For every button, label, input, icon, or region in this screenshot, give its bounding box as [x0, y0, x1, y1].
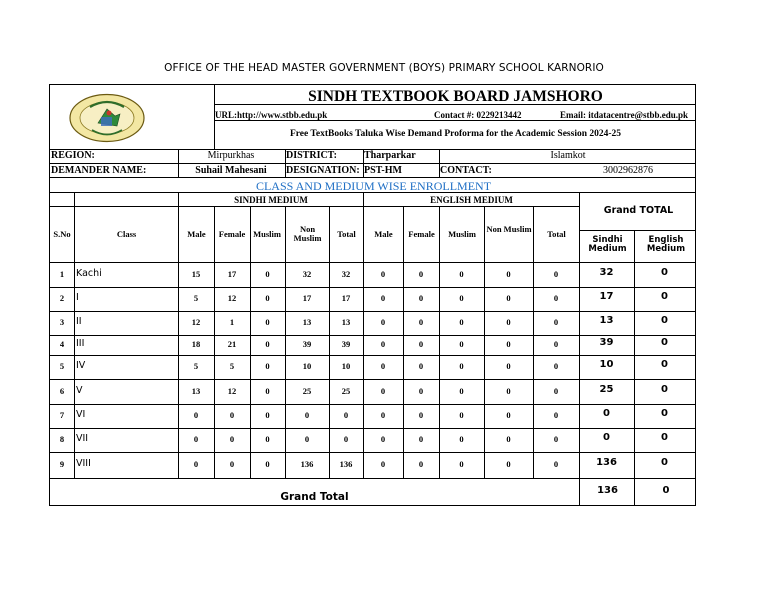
- row-sindhi-value: 21: [227, 339, 237, 349]
- row-sno: 2: [59, 293, 65, 303]
- designation-label: DESIGNATION:: [286, 165, 360, 176]
- region-label: REGION:: [51, 150, 95, 161]
- row-class: III: [76, 338, 85, 349]
- row-sindhi-value: 13: [341, 317, 351, 327]
- row-grand-sindhi: 136: [596, 457, 617, 468]
- row-class: VIII: [76, 458, 91, 469]
- grid-line: [50, 149, 695, 150]
- row-english-value: 0: [380, 410, 386, 420]
- row-grand-sindhi: 0: [603, 408, 610, 419]
- row-english-value: 0: [418, 385, 424, 396]
- row-grand-sindhi: 17: [599, 291, 614, 302]
- row-grand-sindhi: 25: [599, 383, 614, 395]
- proforma-title: Free TextBooks Taluka Wise Demand Proforma for the Academic Session 2024-25: [289, 129, 622, 139]
- row-sno: 7: [59, 410, 65, 420]
- row-sindhi-value: 32: [302, 268, 312, 279]
- row-sindhi-value: 0: [229, 459, 235, 469]
- row-sindhi-value: 5: [229, 361, 235, 371]
- board-email-link[interactable]: Email: itdatacentre@stbb.edu.pk: [560, 110, 688, 120]
- district-value: Tharparkar: [364, 150, 416, 161]
- row-english-value: 0: [459, 293, 464, 303]
- grid-line: [50, 177, 695, 178]
- section-title: CLASS AND MEDIUM WISE ENROLLMENT: [255, 179, 492, 193]
- row-grand-english: 0: [661, 432, 668, 443]
- row-sindhi-value: 10: [341, 361, 351, 371]
- row-sindhi-value: 0: [265, 434, 270, 444]
- board-title: SINDH TEXTBOOK BOARD JAMSHORO: [308, 88, 603, 105]
- row-english-value: 0: [553, 385, 559, 396]
- row-sno: 6: [59, 385, 65, 396]
- row-sindhi-value: 32: [341, 268, 351, 279]
- col-em-female: Female: [408, 229, 435, 239]
- row-sindhi-value: 0: [265, 410, 270, 420]
- row-sindhi-value: 0: [343, 434, 349, 444]
- row-sindhi-value: 0: [193, 459, 199, 469]
- col-sm-female: Female: [218, 229, 246, 239]
- row-sindhi-value: 0: [193, 434, 199, 444]
- row-sindhi-value: 12: [227, 385, 237, 396]
- row-class: V: [76, 384, 83, 396]
- row-grand-english: 0: [661, 266, 668, 278]
- grid-line: [214, 104, 695, 105]
- row-sno: 3: [59, 317, 65, 327]
- row-english-value: 0: [380, 361, 386, 371]
- grid-line: [50, 206, 579, 207]
- row-sindhi-value: 12: [227, 293, 237, 303]
- col-em-total: Total: [547, 229, 566, 239]
- row-english-value: 0: [380, 339, 386, 349]
- grid-line: [50, 311, 695, 312]
- demander-value: Suhail Mahesani: [195, 165, 267, 176]
- col-sno: S.No: [53, 229, 71, 239]
- demander-label: DEMANDER NAME:: [51, 165, 147, 176]
- row-class: VII: [76, 433, 89, 444]
- grid-line: [50, 428, 695, 429]
- grid-line: [50, 379, 695, 380]
- col-em-muslim: Muslim: [448, 229, 476, 239]
- row-english-value: 0: [380, 268, 386, 279]
- row-english-value: 0: [418, 317, 424, 327]
- row-sindhi-value: 25: [341, 385, 351, 396]
- row-english-value: 0: [506, 459, 511, 469]
- row-english-value: 0: [459, 339, 464, 349]
- grid-line: [50, 163, 695, 164]
- grid-line: [178, 149, 179, 177]
- grand-total-label: Grand Total: [280, 491, 349, 503]
- row-sindhi-value: 0: [265, 293, 270, 303]
- row-grand-english: 0: [661, 383, 668, 395]
- row-sno: 4: [59, 339, 65, 349]
- grid-line: [579, 478, 580, 505]
- row-english-value: 0: [380, 434, 386, 444]
- row-class: I: [76, 292, 79, 303]
- grid-line: [50, 355, 695, 356]
- row-sindhi-value: 0: [304, 410, 310, 420]
- row-english-value: 0: [459, 410, 464, 420]
- sindhi-medium-header: SINDHI MEDIUM: [234, 195, 308, 205]
- row-english-value: 0: [418, 293, 424, 303]
- col-grand-sindhi: Sindhi Medium: [588, 235, 627, 254]
- grand-total-english: 0: [662, 485, 670, 496]
- row-sindhi-value: 136: [339, 459, 353, 469]
- office-heading: OFFICE OF THE HEAD MASTER GOVERNMENT (BOYS) PRIMARY SCHOOL KARNORIO: [164, 62, 604, 74]
- grid-line: [50, 192, 695, 193]
- english-medium-header: ENGLISH MEDIUM: [430, 195, 513, 205]
- row-sno: 8: [59, 434, 65, 444]
- row-english-value: 0: [418, 434, 424, 444]
- row-grand-sindhi: 0: [603, 432, 610, 443]
- board-url-link[interactable]: URL:http://www.stbb.edu.pk: [215, 110, 328, 120]
- row-class: Kachi: [76, 267, 102, 279]
- row-grand-english: 0: [661, 457, 668, 468]
- row-english-value: 0: [418, 339, 424, 349]
- row-english-value: 0: [553, 339, 559, 349]
- grid-line: [50, 452, 695, 453]
- row-sindhi-value: 17: [341, 293, 351, 303]
- row-english-value: 0: [553, 361, 559, 371]
- taluka-value: Islamkot: [550, 150, 586, 161]
- row-sindhi-value: 0: [265, 268, 270, 279]
- col-em-non-muslim: Non Muslim: [486, 224, 532, 234]
- row-english-value: 0: [418, 361, 424, 371]
- row-english-value: 0: [459, 361, 464, 371]
- grid-line: [50, 404, 695, 405]
- row-sindhi-value: 17: [227, 268, 237, 279]
- contact-value: 3002962876: [603, 165, 653, 176]
- row-sindhi-value: 0: [265, 361, 270, 371]
- row-class: VI: [76, 409, 86, 420]
- grid-line: [439, 149, 440, 177]
- row-english-value: 0: [380, 317, 386, 327]
- grid-line: [50, 335, 695, 336]
- row-english-value: 0: [459, 268, 464, 279]
- row-sindhi-value: 5: [193, 361, 199, 371]
- grid-line: [579, 230, 695, 231]
- grid-line: [214, 85, 215, 149]
- row-english-value: 0: [459, 459, 464, 469]
- col-sm-male: Male: [187, 229, 206, 239]
- row-english-value: 0: [553, 268, 559, 279]
- row-sindhi-value: 10: [302, 361, 312, 371]
- row-grand-sindhi: 32: [599, 266, 614, 278]
- grid-line: [50, 262, 695, 263]
- region-value: Mirpurkhas: [207, 150, 255, 161]
- row-english-value: 0: [418, 410, 424, 420]
- row-grand-sindhi: 39: [599, 337, 614, 348]
- row-english-value: 0: [506, 385, 511, 396]
- row-grand-english: 0: [661, 315, 668, 326]
- district-label: DISTRICT:: [286, 150, 337, 161]
- board-contact: Contact #: 0229213442: [434, 110, 522, 120]
- row-grand-english: 0: [661, 359, 668, 370]
- row-english-value: 0: [380, 459, 386, 469]
- row-sindhi-value: 13: [302, 317, 312, 327]
- row-english-value: 0: [553, 434, 559, 444]
- row-english-value: 0: [506, 410, 511, 420]
- col-sm-non-muslim: Non Muslim: [293, 224, 322, 243]
- grid-line: [50, 287, 695, 288]
- row-english-value: 0: [380, 293, 386, 303]
- row-sindhi-value: 25: [302, 385, 312, 396]
- col-sm-total: Total: [337, 229, 356, 239]
- row-sindhi-value: 136: [300, 459, 314, 469]
- grid-line: [363, 149, 364, 177]
- row-english-value: 0: [459, 385, 464, 396]
- row-english-value: 0: [506, 434, 511, 444]
- row-english-value: 0: [553, 293, 559, 303]
- row-sindhi-value: 18: [191, 339, 201, 349]
- row-english-value: 0: [553, 317, 559, 327]
- row-sindhi-value: 17: [302, 293, 312, 303]
- row-sindhi-value: 12: [191, 317, 201, 327]
- row-english-value: 0: [553, 410, 559, 420]
- row-english-value: 0: [459, 317, 464, 327]
- row-sindhi-value: 1: [229, 317, 235, 327]
- row-grand-sindhi: 13: [599, 315, 614, 326]
- contact-label: CONTACT:: [440, 165, 492, 176]
- row-english-value: 0: [553, 459, 559, 469]
- row-sindhi-value: 15: [191, 268, 201, 279]
- grid-line: [285, 149, 286, 177]
- row-english-value: 0: [506, 361, 511, 371]
- row-sno: 9: [59, 459, 65, 469]
- row-sindhi-value: 0: [265, 459, 270, 469]
- row-sno: 1: [59, 268, 65, 279]
- row-class: IV: [76, 360, 86, 371]
- row-grand-english: 0: [661, 337, 668, 348]
- row-sindhi-value: 39: [341, 339, 351, 349]
- row-sindhi-value: 0: [265, 317, 270, 327]
- row-sno: 5: [59, 361, 65, 371]
- row-class: II: [76, 316, 82, 327]
- designation-value: PST-HM: [364, 165, 402, 176]
- col-class: Class: [116, 229, 137, 239]
- row-english-value: 0: [506, 339, 511, 349]
- row-grand-english: 0: [661, 408, 668, 419]
- grid-line: [214, 120, 695, 121]
- demand-proforma-sheet: [49, 84, 696, 506]
- col-em-male: Male: [374, 229, 393, 239]
- row-sindhi-value: 0: [229, 434, 235, 444]
- grand-total-sindhi: 136: [597, 485, 618, 496]
- row-sindhi-value: 0: [304, 434, 310, 444]
- row-sindhi-value: 5: [193, 293, 199, 303]
- row-grand-english: 0: [661, 291, 668, 302]
- row-sindhi-value: 13: [191, 385, 201, 396]
- row-sindhi-value: 0: [265, 339, 270, 349]
- row-english-value: 0: [506, 293, 511, 303]
- row-english-value: 0: [380, 385, 386, 396]
- row-sindhi-value: 0: [229, 410, 235, 420]
- row-english-value: 0: [418, 268, 424, 279]
- row-sindhi-value: 0: [265, 385, 270, 396]
- grand-total-header: Grand TOTAL: [603, 205, 674, 216]
- row-english-value: 0: [506, 268, 511, 279]
- col-grand-english: English Medium: [646, 235, 686, 254]
- col-sm-muslim: Muslim: [253, 229, 281, 239]
- grid-line: [50, 478, 695, 479]
- row-english-value: 0: [506, 317, 511, 327]
- row-sindhi-value: 0: [193, 410, 199, 420]
- row-english-value: 0: [459, 434, 464, 444]
- row-english-value: 0: [418, 459, 424, 469]
- stbb-logo-icon: [68, 93, 146, 143]
- row-sindhi-value: 39: [302, 339, 312, 349]
- row-sindhi-value: 0: [343, 410, 349, 420]
- row-grand-sindhi: 10: [599, 359, 614, 370]
